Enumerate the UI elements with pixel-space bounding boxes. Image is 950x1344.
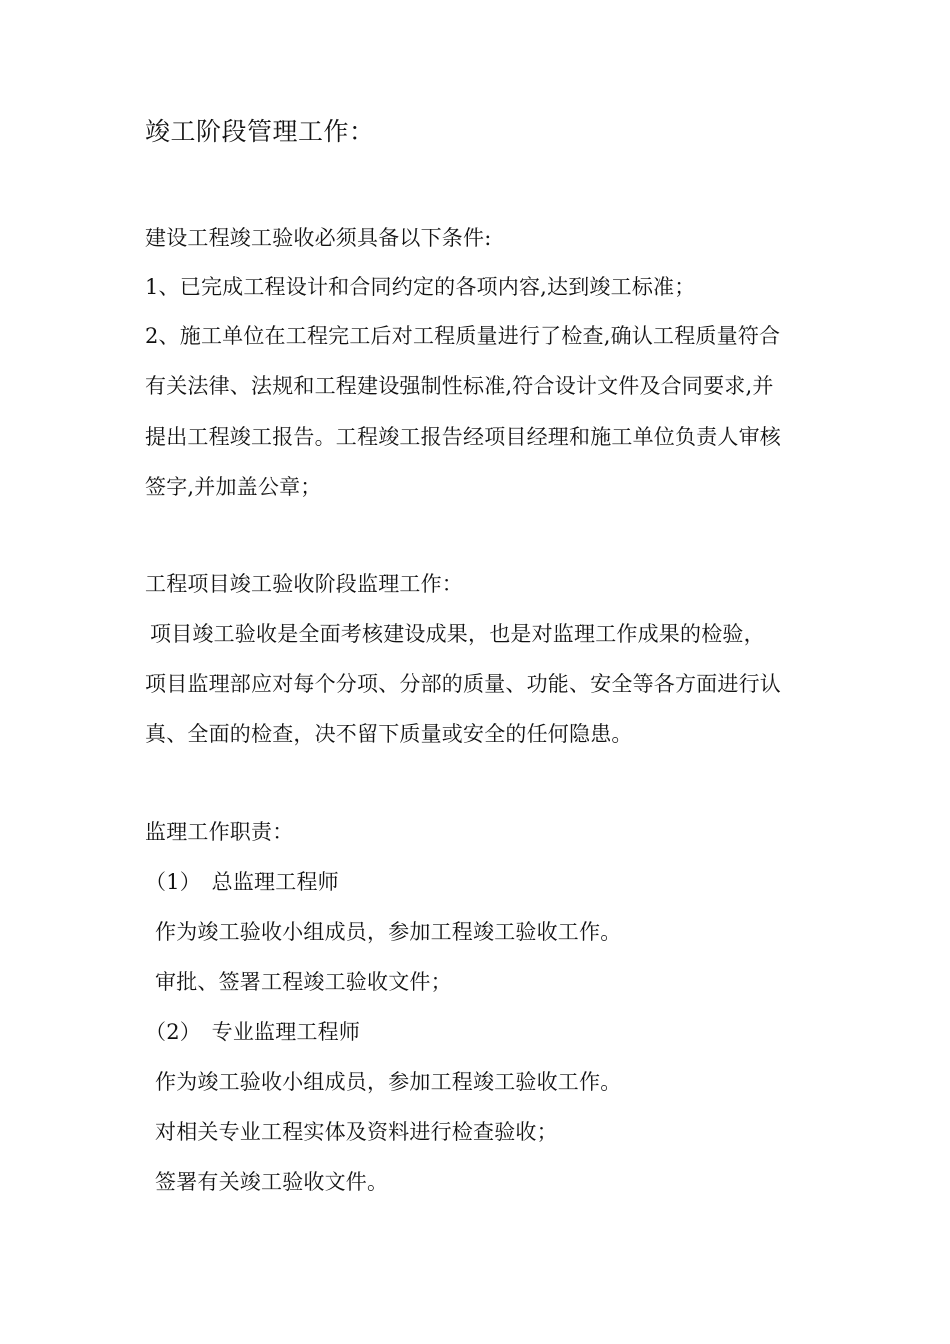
condition-item-2-line-2: 有关法律、法规和工程建设强制性标准,符合设计文件及合同要求,并 (145, 374, 774, 398)
role-label-specialist-engineer: （2） 专业监理工程师 (145, 1020, 361, 1044)
role-label-chief-engineer: （1） 总监理工程师 (145, 870, 339, 894)
condition-item-2-line-4: 签字,并加盖公章； (145, 475, 322, 499)
specialist-duty-3: 签署有关竣工验收文件。 (155, 1170, 389, 1194)
condition-item-2-line-1: 2、施工单位在工程完工后对工程质量进行了检查,确认工程质量符合 (145, 324, 781, 348)
specialist-duty-1: 作为竣工验收小组成员，参加工程竣工验收工作。 (155, 1070, 622, 1094)
section-heading-duties: 监理工作职责： (145, 820, 294, 844)
chief-duty-1: 作为竣工验收小组成员，参加工程竣工验收工作。 (155, 920, 622, 944)
supervision-paragraph-line-1: 项目竣工验收是全面考核建设成果，也是对监理工作成果的检验， (150, 622, 765, 646)
chief-duty-2: 审批、签署工程竣工验收文件； (155, 970, 452, 994)
condition-item-1: 1、已完成工程设计和合同约定的各项内容,达到竣工标准； (145, 275, 696, 299)
section-heading-supervision: 工程项目竣工验收阶段监理工作： (145, 572, 463, 596)
section-heading-conditions: 建设工程竣工验收必须具备以下条件: (145, 226, 492, 250)
supervision-paragraph-line-3: 真、全面的检查，决不留下质量或安全的任何隐患。 (145, 722, 633, 746)
supervision-paragraph-line-2: 项目监理部应对每个分项、分部的质量、功能、安全等各方面进行认 (145, 672, 781, 696)
specialist-duty-2: 对相关专业工程实体及资料进行检查验收； (155, 1120, 558, 1144)
page-title: 竣工阶段管理工作： (145, 117, 375, 146)
condition-item-2-line-3: 提出工程竣工报告。工程竣工报告经项目经理和施工单位负责人审核 (145, 425, 781, 449)
